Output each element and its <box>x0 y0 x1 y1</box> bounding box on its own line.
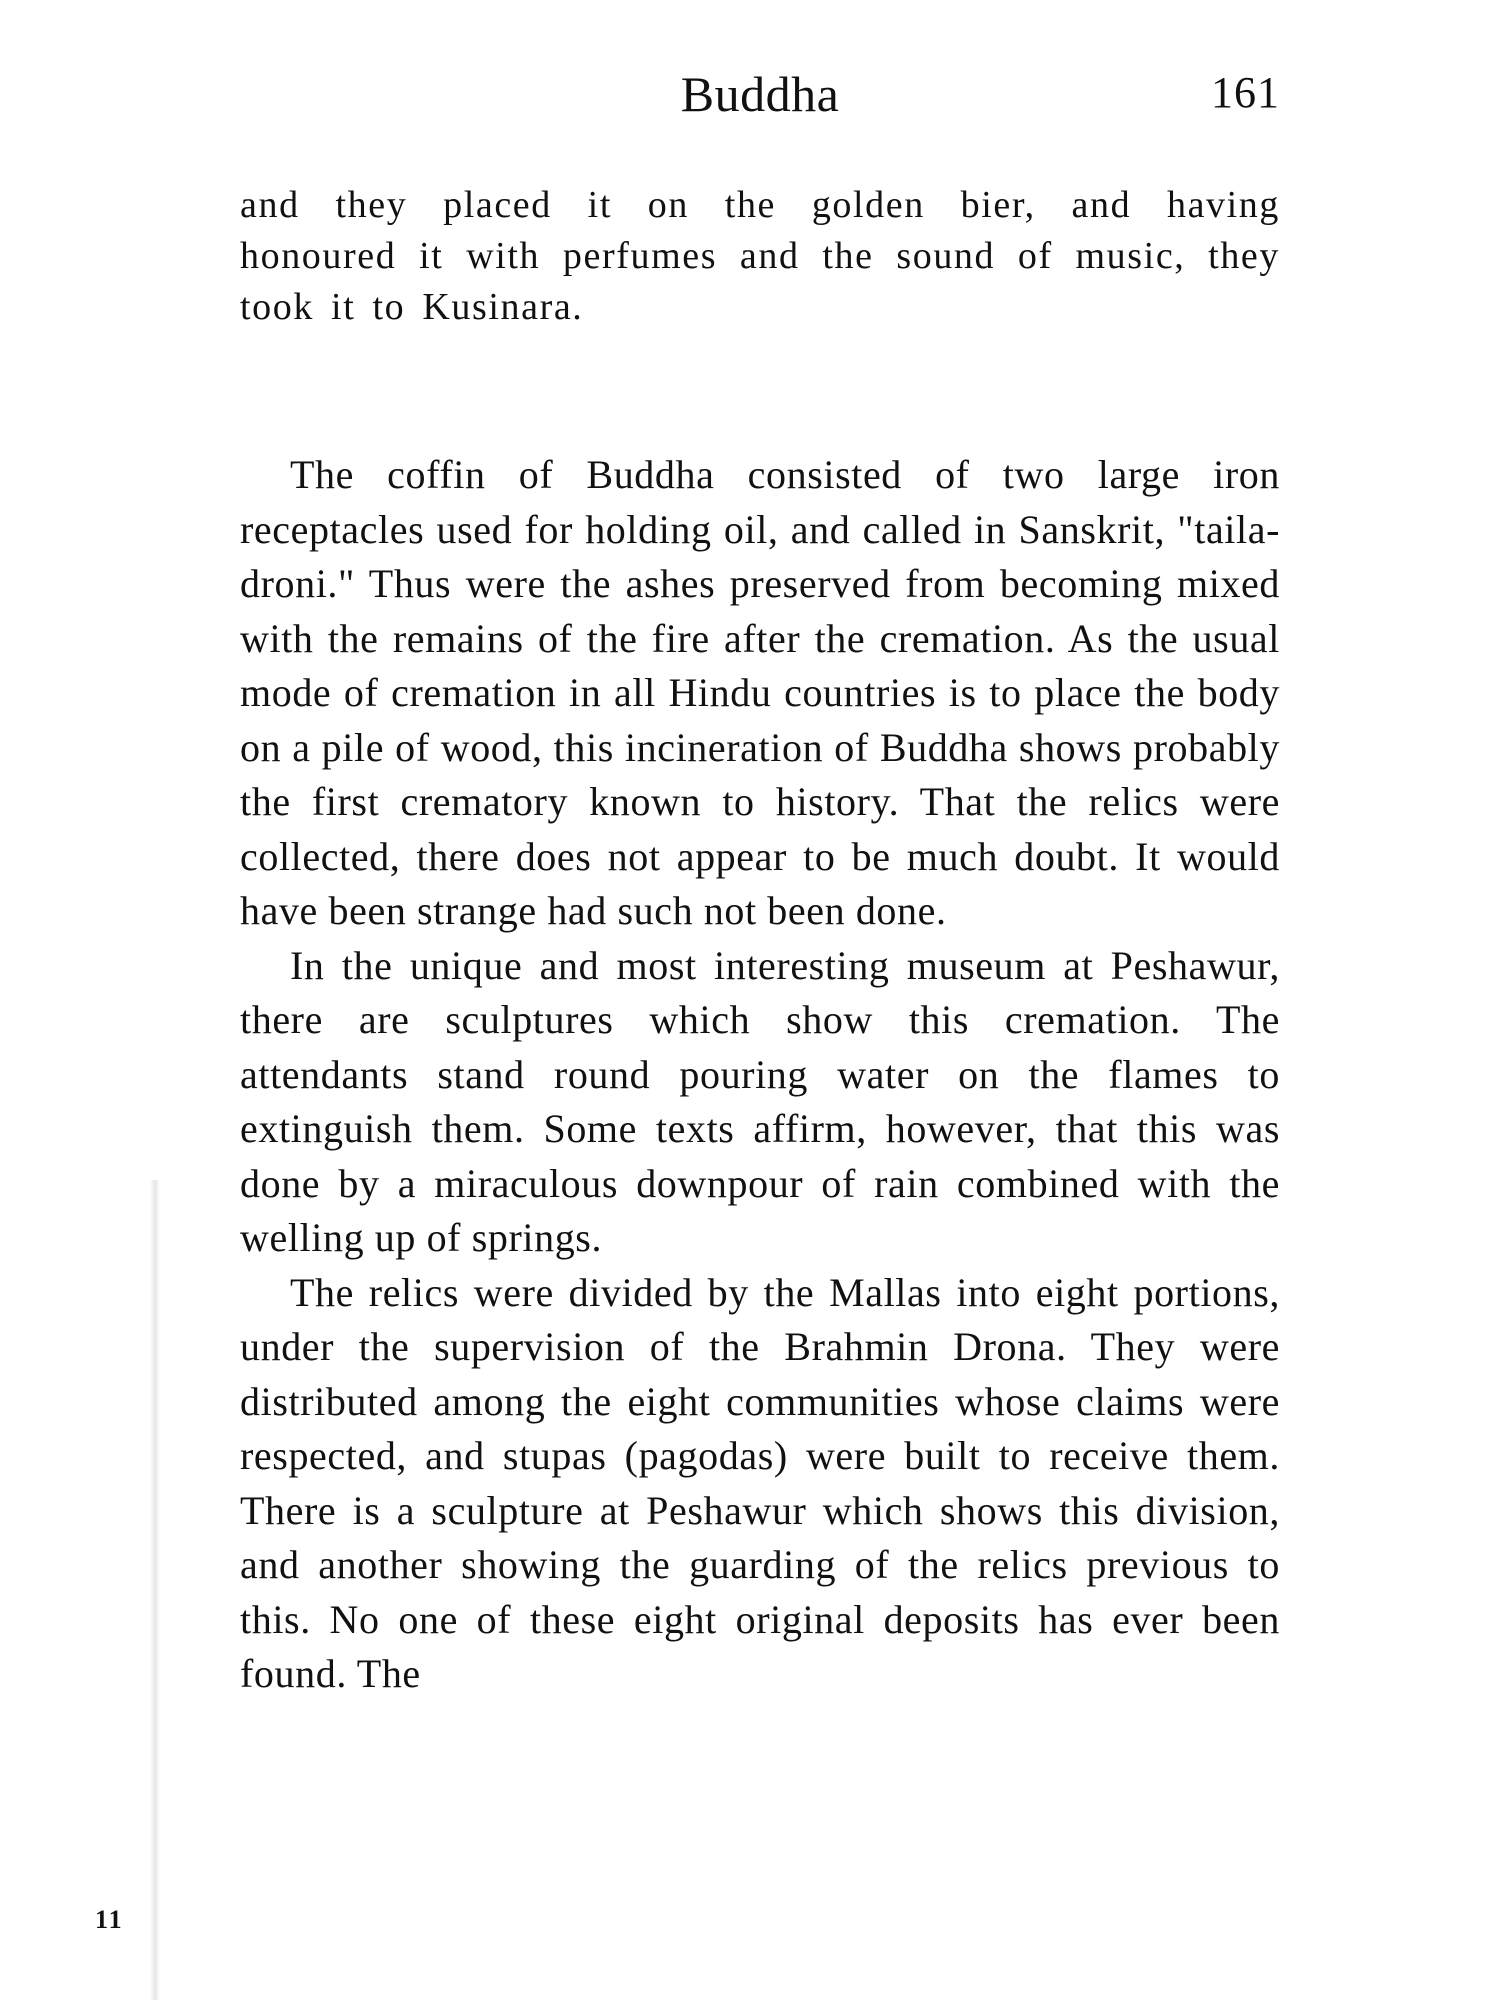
book-page <box>240 55 1280 1955</box>
paragraph-relics: The relics were divided by the Mallas into eight portions, under the supervision of the Brahmin Drona. They were distributed among the eight communities whose claims were respected, and stupas (pagodas) were built to receive them. There is a sculpture at Peshawur which shows this division, and another showing the guarding of the relics previous to this. No one of these eight original deposits has ever been found. The <box>240 1269 1280 1696</box>
paragraph-continued: and they placed it on the golden bier, and having honoured it with perfumes and the sound of music, they took it to Kusinara. <box>240 184 1280 328</box>
page-number: 161 <box>1211 68 1280 117</box>
running-title: Buddha <box>680 66 840 122</box>
body-text <box>240 448 1280 1702</box>
scan-edge-shadow <box>150 1180 160 2000</box>
paragraph-coffin: The coffin of Buddha consisted of two large iron receptacles used for holding oil, and called in Sanskrit, "taila-droni." Thus were the ashes preserved from becoming mixed with the remains of the fire after the cremation. As the usual mode of cremation in all Hindu countries is to place the body on a pile of wood, this incineration of Buddha shows probably the first crematory known to history. That the relics were collected, there does not appear to be much doubt. It would have been strange had such not been done. <box>240 452 1280 933</box>
signature-mark: 11 <box>95 1905 124 1934</box>
running-head <box>240 55 1280 135</box>
paragraph-museum: In the unique and most interesting museum at Peshawur, there are sculptures which show this cremation. The attendants stand round pouring water on the flames to extinguish them. Some texts affirm, however, that this was done by a miraculous downpour of rain combined with the welling up of springs. <box>240 942 1280 1260</box>
